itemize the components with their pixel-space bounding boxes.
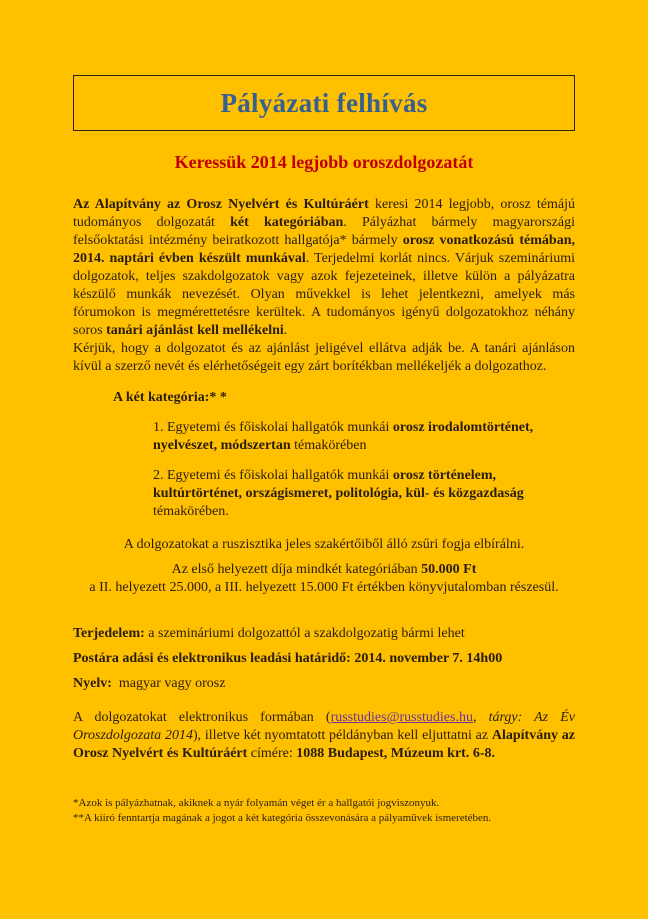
postal-address: 1088 Budapest, Múzeum krt. 6-8. (296, 746, 496, 761)
categories-heading: A két kategória:* * (113, 390, 227, 405)
foundation-name: Alapítvány az Orosz Nyelvért és Kultúráért (73, 728, 575, 761)
intro-text: . (283, 323, 288, 338)
email-link[interactable]: russtudies@russtudies.hu (330, 710, 473, 725)
language-label: Nyelv: (73, 676, 112, 691)
intro-text: . Pályázhat bármely magyarországi felsőoktatási intézmény beiratkozott hallgatója* bármely (73, 215, 575, 248)
foundation-name: Az Alapítvány az Orosz Nyelvért és Kultúráért (73, 197, 369, 212)
prize-amount: 50.000 Ft (421, 562, 477, 577)
jury-line: A dolgozatokat a ruszisztika jeles szakértőiből álló zsűri fogja elbírálni. (123, 537, 525, 552)
category-text: 1. Egyetemi és főiskolai hallgatók munkái (153, 420, 393, 435)
length-value: a szemináriumi dolgozattól a szakdolgozatig bármi lehet (144, 626, 465, 641)
email-subject: tárgy: Az Év Oroszdolgozata 2014 (73, 710, 575, 743)
deadline-line: Postára adási és elektronikus leadási határidő: 2014. november 7. 14h00 (73, 651, 503, 666)
category-topics: orosz irodalomtörténet, nyelvészet, módszertan (153, 420, 534, 453)
footnote-1: *Azok is pályázhatnak, akiknek a nyár folyamán véget ér a hallgatói jogviszonyuk. (73, 797, 440, 809)
submission-text: A dolgozatokat elektronikus formában ( (73, 710, 331, 725)
length-label: Terjedelem: (73, 626, 145, 641)
categories-emphasis: két kategóriában (230, 215, 344, 230)
footnote-2: **A kiíró fenntartja magának a jogot a két kategória összevonására a pályaművek ismeretében. (73, 812, 492, 824)
language-value: magyar vagy orosz (111, 676, 226, 691)
category-text: témakörében (290, 438, 367, 453)
details-block (73, 625, 575, 693)
prize-line-2: a II. helyezett 25.000, a III. helyezett 15.000 Ft értékben könyvjutalomban részesül. (89, 580, 559, 595)
category-text: 2. Egyetemi és főiskolai hallgatók munkái (153, 468, 393, 483)
submission-text: ), illetve két nyomtatott példányban kell eljuttatni az (192, 728, 492, 743)
footnotes-block (73, 796, 575, 826)
language-line (73, 675, 575, 693)
intro-paragraph-1 (73, 196, 575, 340)
submission-paragraph (73, 709, 575, 763)
recommendation-emphasis: tanári ajánlást kell mellékelni (106, 323, 284, 338)
length-line (73, 625, 575, 643)
intro-paragraph-2: Kérjük, hogy a dolgozatot és az ajánlást jeligével ellátva adják be. A tanári ajánláson kívül a szerző nevét és elérhetőségeit egy zárt borítékban mellékeljék a dolgozathoz. (73, 341, 575, 374)
intro-text: keresi 2014 legjobb, orosz témájú tudományos dolgozatát (73, 197, 576, 230)
topic-emphasis: orosz vonatkozású témában, 2014. naptári évben készült munkával (73, 233, 575, 266)
category-item-2 (153, 467, 573, 521)
category-topics: orosz történelem, kultúrtörténet, országismeret, politológia, kül- és közgazdaság (153, 468, 524, 501)
category-text: témakörében. (153, 504, 229, 519)
intro-text: . Terjedelmi korlát nincs. Várjuk szemináriumi dolgozatok, teljes szakdolgozatok vagy azok fejezeteinek, illetve külön a pályázatra készülő munkák nevezését. Olyan művekkel is lehet jelentkezni, amelyek más fórumokon is megmérettetésre kerültek. A tudományos igényű dolgozatokhoz néhány soros (73, 251, 575, 338)
page-subtitle: Keressük 2014 legjobb oroszdolgozatát (174, 152, 474, 172)
page-title: Pályázati felhívás (220, 87, 428, 118)
category-item-1 (153, 419, 573, 455)
title-box (73, 75, 575, 131)
prize-text: Az első helyezett díja mindkét kategóriában (171, 562, 422, 577)
prize-line-1 (73, 561, 575, 579)
submission-text: , (472, 710, 489, 725)
poster-content (73, 75, 575, 826)
submission-text: címére: (247, 746, 297, 761)
